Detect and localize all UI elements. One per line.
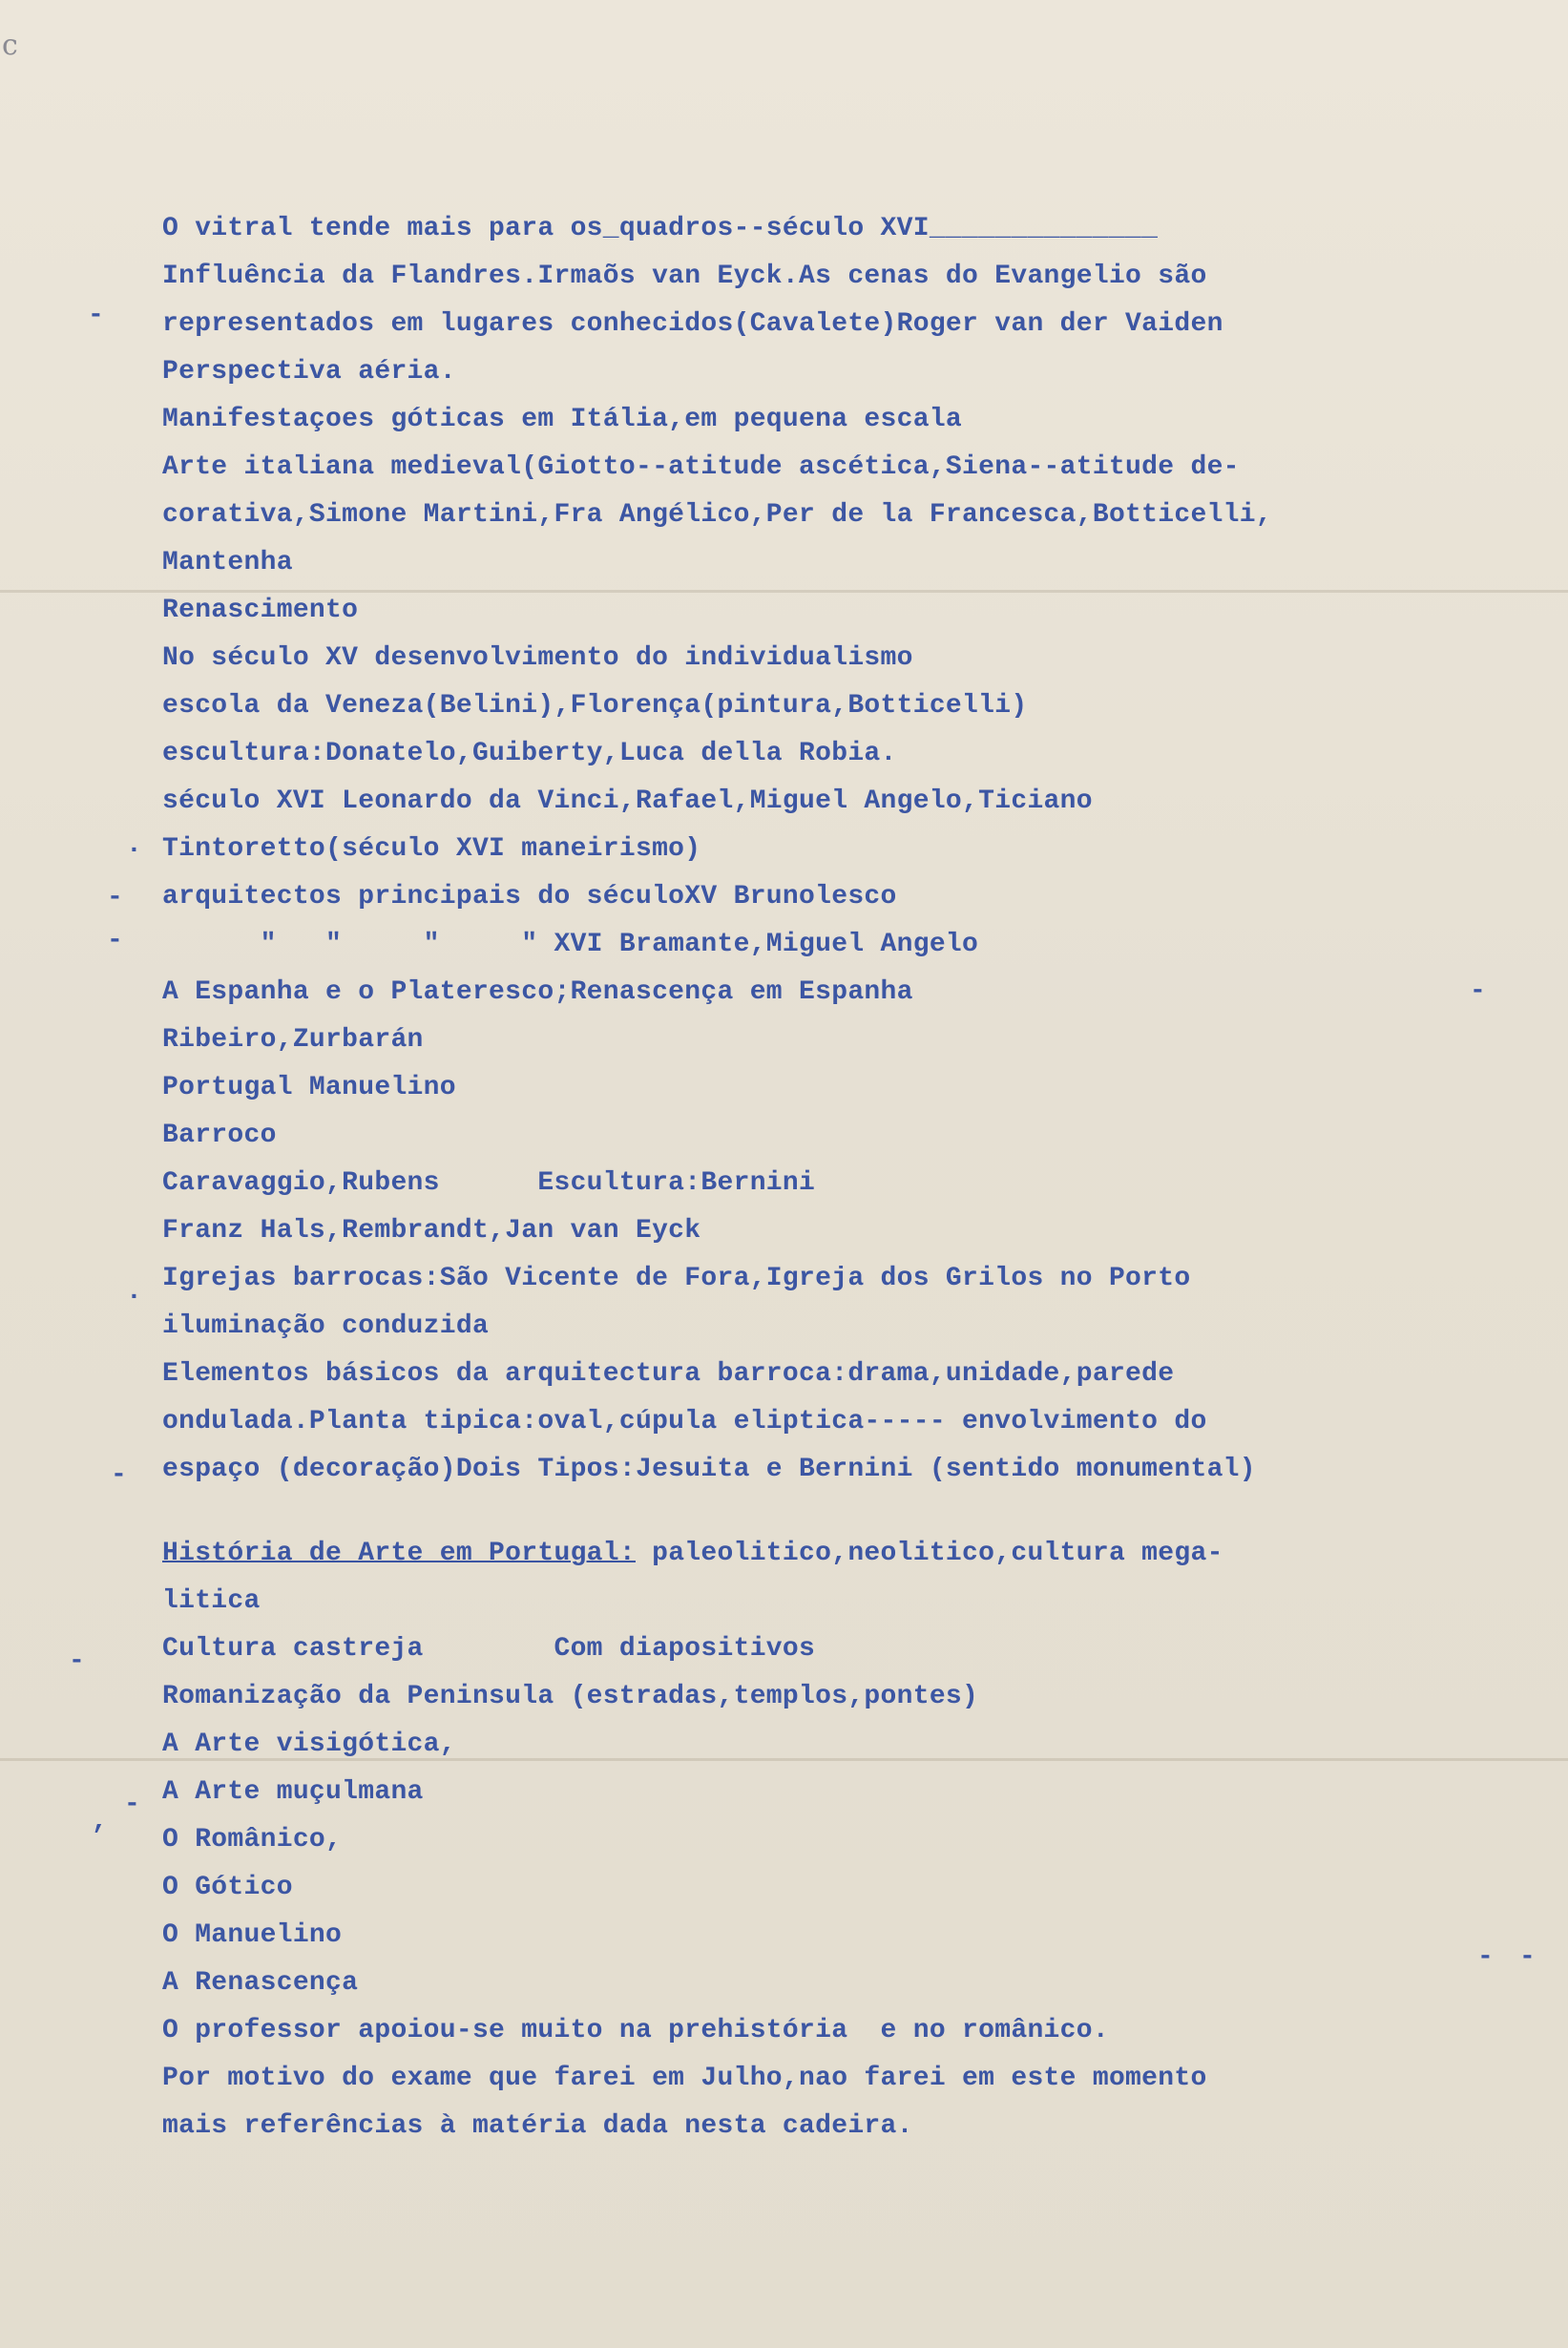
margin-mark: - xyxy=(107,926,123,955)
margin-mark: - xyxy=(124,1790,140,1819)
text-line: Perspectiva aéria. xyxy=(162,357,456,387)
text-line: Arte italiana medieval(Giotto--atitude ascética,Siena--atitude de- xyxy=(162,452,1240,482)
text-line: escultura:Donatelo,Guiberty,Luca della Robia. xyxy=(162,739,897,768)
text-line: O Românico, xyxy=(162,1825,343,1855)
margin-mark: . xyxy=(126,830,142,860)
text-line: Caravaggio,Rubens Escultura:Bernini xyxy=(162,1168,816,1198)
text-line: A Arte muçulmana xyxy=(162,1777,424,1807)
text-line: O Manuelino xyxy=(162,1920,343,1950)
text-line: Tintoretto(século XVI maneirismo) xyxy=(162,834,701,864)
margin-mark: - xyxy=(1470,976,1486,1006)
history-line xyxy=(162,1530,1479,1578)
margin-mark: - xyxy=(1477,1942,1494,1972)
text-line: O vitral tende mais para os_quadros--século XVI______________ xyxy=(162,214,1159,243)
text-line: No século XV desenvolvimento do individualismo xyxy=(162,643,913,673)
text-line: Barroco xyxy=(162,1121,277,1150)
margin-mark: - xyxy=(69,1646,85,1676)
margin-mark: . xyxy=(126,1277,142,1307)
margin-mark: - xyxy=(111,1460,127,1490)
text-line: Influência da Flandres.Irmaõs van Eyck.As cenas do Evangelio são xyxy=(162,262,1207,291)
text-line: O professor apoiou-se muito na prehistória e no românico. xyxy=(162,2016,1109,2045)
text-line: Renascimento xyxy=(162,596,359,625)
text-line: A Renascença xyxy=(162,1968,359,1998)
text-line: Portugal Manuelino xyxy=(162,1073,456,1102)
text-line: corativa,Simone Martini,Fra Angélico,Per de la Francesca,Botticelli, xyxy=(162,500,1272,530)
text-line: Ribeiro,Zurbarán xyxy=(162,1025,424,1055)
margin-mark: - xyxy=(88,301,104,330)
history-heading: História de Arte em Portugal: xyxy=(162,1539,636,1568)
text-line: mais referências à matéria dada nesta cadeira. xyxy=(162,2111,913,2141)
text-line: escola da Veneza(Belini),Florença(pintura,Botticelli) xyxy=(162,691,1028,721)
margin-mark: - xyxy=(107,883,123,912)
history-topics: paleolitico,neolitico,cultura mega- xyxy=(635,1539,1223,1568)
text-line: Manifestaçoes góticas em Itália,em pequena escala xyxy=(162,405,963,434)
text-line: Elementos básicos da arquitectura barroca:drama,unidade,parede xyxy=(162,1359,1175,1389)
edge-mark: c xyxy=(2,29,18,62)
margin-mark: - xyxy=(1519,1942,1536,1972)
text-line: arquitectos principais do séculoXV Brunolesco xyxy=(162,882,897,912)
text-line: " " " " XVI Bramante,Miguel Angelo xyxy=(162,930,979,959)
text-line: ondulada.Planta tipica:oval,cúpula eliptica----- envolvimento do xyxy=(162,1407,1207,1436)
margin-mark: , xyxy=(92,1807,108,1836)
typed-text-body xyxy=(162,205,1479,2150)
text-line: Franz Hals,Rembrandt,Jan van Eyck xyxy=(162,1216,701,1246)
text-line: iluminação conduzida xyxy=(162,1311,490,1341)
text-line: Cultura castreja Com diapositivos xyxy=(162,1634,816,1664)
text-line: espaço (decoração)Dois Tipos:Jesuita e Bernini (sentido monumental) xyxy=(162,1455,1256,1484)
text-line: século XVI Leonardo da Vinci,Rafael,Miguel Angelo,Ticiano xyxy=(162,786,1093,816)
text-line: litica xyxy=(162,1586,261,1616)
text-line: Igrejas barrocas:São Vicente de Fora,Igreja dos Grilos no Porto xyxy=(162,1264,1191,1293)
text-line: O Gótico xyxy=(162,1873,293,1902)
text-line: Romanização da Peninsula (estradas,templos,pontes) xyxy=(162,1682,979,1711)
text-line: A Espanha e o Plateresco;Renascença em Espanha xyxy=(162,977,913,1007)
text-line: Por motivo do exame que farei em Julho,nao farei em este momento xyxy=(162,2064,1207,2093)
text-line: representados em lugares conhecidos(Cavalete)Roger van der Vaiden xyxy=(162,309,1223,339)
text-line: A Arte visigótica, xyxy=(162,1730,456,1759)
text-line: Mantenha xyxy=(162,548,293,577)
